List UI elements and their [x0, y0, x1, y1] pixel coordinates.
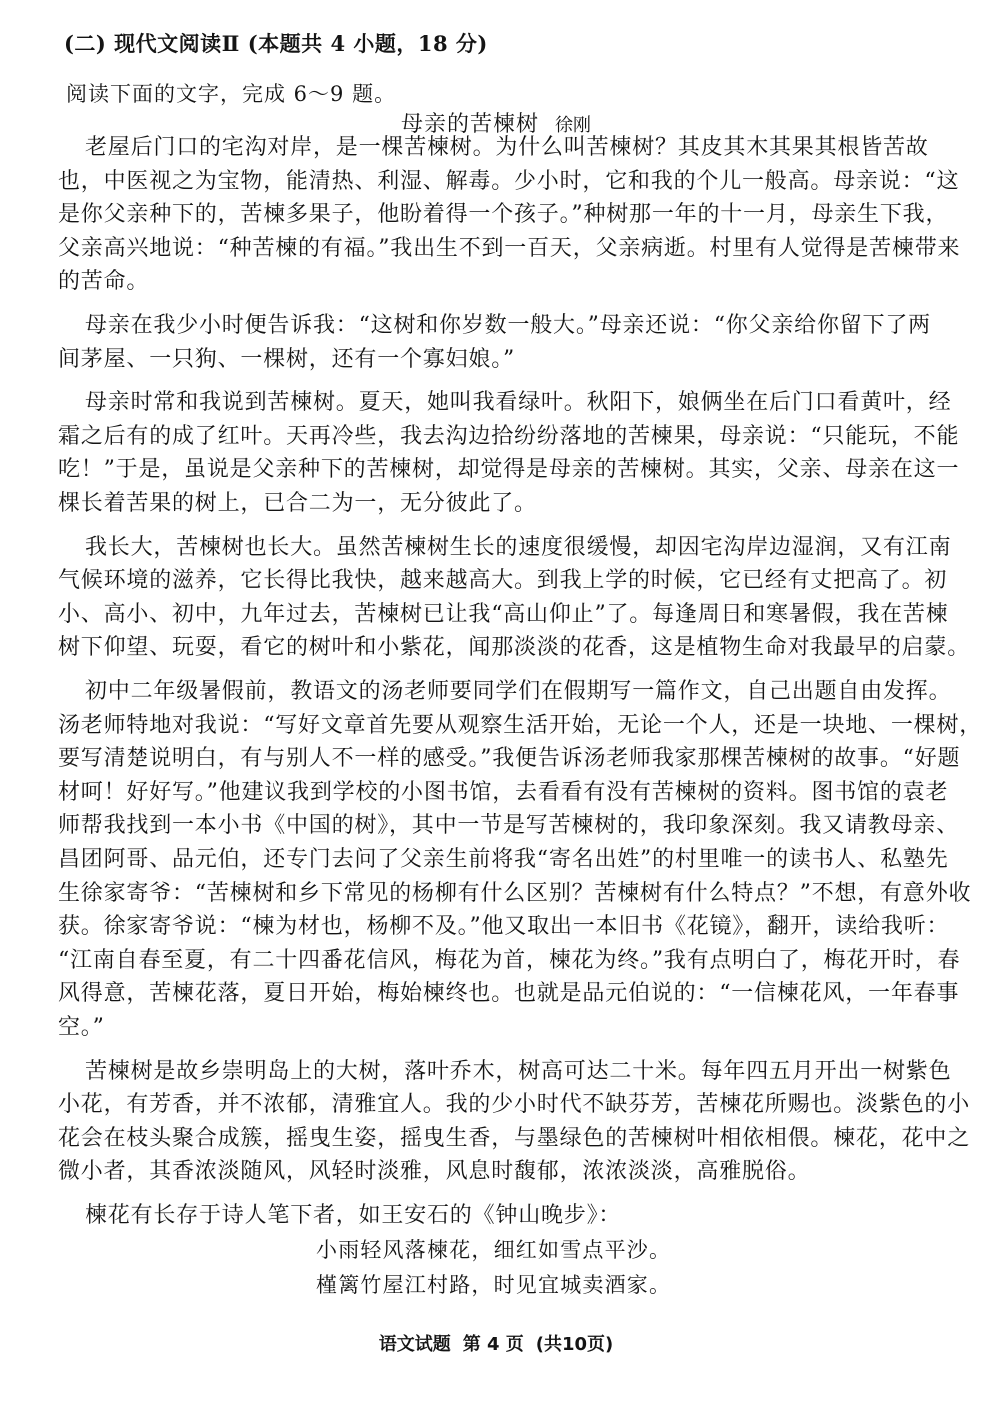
body-line: 吃！”于是，虽说是父亲种下的苦楝树，却觉得是母亲的苦楝树。其实，父亲、母亲在这一 — [58, 457, 960, 483]
body-line: 是你父亲种下的，苦楝多果子，他盼着得一个孩子。”种树那一年的十一月，母亲生下我， — [58, 202, 949, 228]
body-line: 楝花有长存于诗人笔下者，如王安石的《钟山晚步》： — [85, 1203, 622, 1228]
body-line: 的苦命。 — [58, 269, 150, 295]
body-line: 微小者，其香浓淡随风，风轻时淡雅，风息时馥郁，浓浓淡淡，高雅脱俗。 — [58, 1159, 811, 1185]
body-line: 树下仰望、玩耍，看它的树叶和小紫花，闻那淡淡的花香，这是植物生命对我最早的启蒙。 — [58, 635, 971, 661]
footer-page-number: 第 4 页 — [462, 1334, 524, 1355]
article-title: 母亲的苦楝树 — [400, 112, 539, 137]
body-line: 获。徐家寄爷说：“楝为材也，杨柳不及。”他又取出一本旧书《花镜》，翻开，读给我听： — [58, 914, 950, 940]
body-line: 材呵！好好写。”他建议我到学校的小图书馆，去看看有没有苦楝树的资料。图书馆的袁老 — [58, 779, 949, 805]
body-line: 母亲在我少小时便告诉我：“这树和你岁数一般大。”母亲还说：“你父亲给你留下了两 — [85, 313, 931, 338]
body-line: 要写清楚说明白，有与别人不一样的感受。”我便告诉汤老师我家那棵苦楝树的故事。“好题 — [58, 746, 961, 772]
body-line: 汤老师特地对我说：“写好文章首先要从观察生活开始，无论一个人，还是一块地、一棵树， — [58, 712, 983, 738]
body-line: 也，中医视之为宝物，能清热、利湿、解毒。少小时，它和我的个儿一般高。母亲说：“这 — [58, 168, 960, 194]
body-line: 父亲高兴地说：“种苦楝的有福。”我出生不到一百天，父亲病逝。村里有人觉得是苦楝带来 — [58, 235, 961, 261]
body-line: 花会在枝头聚合成簇，摇曳生姿，摇曳生香，与墨绿色的苦楝树叶相依相偎。楝花，花中之 — [58, 1125, 971, 1151]
body-line: “江南自春至夏，有二十四番花信风，梅花为首，楝花为终。”我有点明白了，梅花开时，春 — [58, 947, 961, 973]
footer-total-pages: (共10页) — [535, 1334, 614, 1355]
body-line: 初中二年级暑假前，教语文的汤老师要同学们在假期写一篇作文，自己出题自由发挥。 — [85, 679, 952, 704]
body-line: 昌团阿哥、品元伯，还专门去问了父亲生前将我“寄名出姓”的村里唯一的读书人、私塾先 — [58, 847, 949, 872]
footer-subject: 语文试题 — [378, 1334, 451, 1355]
body-line: 母亲时常和我说到苦楝树。夏天，她叫我看绿叶。秋阳下，娘俩坐在后门口看黄叶，经 — [85, 390, 952, 416]
article-author: 徐刚 — [555, 115, 591, 136]
body-line: 老屋后门口的宅沟对岸，是一棵苦楝树。为什么叫苦楝树？其皮其木其果其根皆苦故 — [85, 135, 929, 160]
page-footer — [0, 1330, 992, 1356]
section-heading: (二) 现代文阅读Ⅱ (本题共 4 小题，18 分) — [64, 31, 488, 56]
body-line: 风得意，苦楝花落，夏日开始，梅始楝终也。也就是品元伯说的：“一信楝花风，一年春事 — [58, 981, 960, 1007]
body-line: 霜之后有的成了红叶。天再冷些，我去沟边拾纷纷落地的苦楝果，母亲说：“只能玩，不能 — [58, 423, 960, 449]
body-line: 我长大，苦楝树也长大。虽然苦楝树生长的速度很缓慢，却因宅沟岸边湿润，又有江南 — [85, 534, 952, 560]
body-line: 小花，有芳香，并不浓郁，清雅宜人。我的少小时代不缺芬芳，苦楝花所赐也。淡紫色的小 — [58, 1092, 971, 1118]
body-line: 间茅屋、一只狗、一棵树，还有一个寡妇娘。” — [58, 346, 516, 372]
body-line: 苦楝树是故乡崇明岛上的大树，落叶乔木，树高可达二十米。每年四五月开出一树紫色 — [85, 1058, 952, 1084]
body-line: 小、高小、初中，九年过去，苦楝树已让我“高山仰止”了。每逢周日和寒暑假，我在苦楝 — [58, 601, 949, 627]
body-line: 气候环境的滋养，它长得比我快，越来越高大。到我上学的时候，它已经有丈把高了。初 — [58, 568, 948, 594]
poem-line: 小雨轻风落楝花，细红如雪点平沙。 — [316, 1237, 672, 1262]
body-line: 师帮我找到一本小书《中国的树》，其中一节是写苦楝树的，我印象深刻。我又请教母亲、 — [58, 813, 960, 839]
poem-line: 槿篱竹屋江村路，时见宜城卖酒家。 — [316, 1273, 672, 1298]
body-line: 空。” — [58, 1015, 105, 1040]
body-line: 生徐家寄爷：“苦楝树和乡下常见的杨柳有什么区别？苦楝树有什么特点？”不想，有意外收 — [58, 880, 972, 906]
instruction-text: 阅读下面的文字，完成 6～9 题。 — [66, 82, 397, 106]
body-line: 棵长着苦果的树上，已合二为一，无分彼此了。 — [58, 491, 537, 516]
